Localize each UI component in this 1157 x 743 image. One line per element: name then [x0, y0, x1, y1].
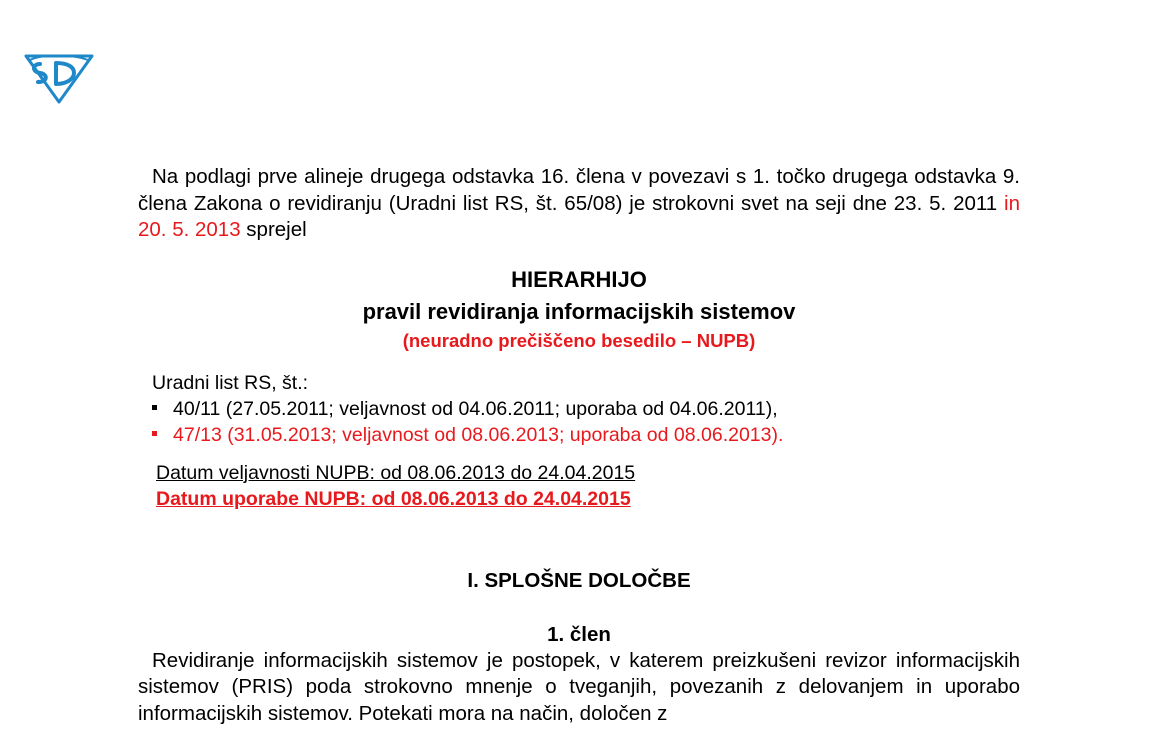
- document-title: HIERARHIJO: [511, 266, 647, 292]
- bullet-square-icon: [152, 405, 157, 410]
- document-note: (neuradno prečiščeno besedilo – NUPB): [402, 329, 756, 351]
- intro-amendment-date: in 20. 5. 2013: [138, 191, 1021, 241]
- article-text: Revidiranje informacijskih sistemov je postopek, v katerem preizkušeni revizor informacijskih sistemov (PRIS) poda strokovno mnenje o tveganjih, povezanih z delovanjem in uporabo informacijskih sistemov. Potekati mora na način, določen z: [138, 648, 1020, 725]
- intro-end: sprejel: [240, 218, 307, 241]
- document-subtitle: pravil revidiranja informacijskih sistemov: [362, 298, 796, 324]
- document-body: [138, 164, 1020, 727]
- intro-text: Na podlagi prve alineje drugega odstavka 16. člena v povezavi s 1. točko drugega odstavka 9. člena Zakona o revidiranju (Uradni list RS, št. 65/08) je strokovni svet na seji dne 23. 5. 2011: [138, 165, 1020, 215]
- organization-logo: [22, 48, 96, 104]
- section-heading: I. SPLOŠNE DOLOČBE: [467, 568, 691, 592]
- intro-paragraph: [138, 164, 1020, 244]
- gazette-item: 40/11 (27.05.2011; veljavnost od 04.06.2011; uporaba od 04.06.2011),: [152, 396, 1020, 422]
- gazette-label: Uradni list RS, št.:: [152, 371, 309, 394]
- use-date: Datum uporabe NUPB: od 08.06.2013 do 24.04.2015: [156, 487, 631, 510]
- gazette-item: 47/13 (31.05.2013; veljavnost od 08.06.2013; uporaba od 08.06.2013).: [152, 422, 1020, 448]
- article-heading: 1. člen: [547, 622, 611, 646]
- gazette-list: [138, 370, 1020, 448]
- bullet-square-icon: [152, 431, 157, 436]
- nupb-dates: [138, 460, 1020, 512]
- validity-date: Datum veljavnosti NUPB: od 08.06.2013 do 24.04.2015: [156, 461, 636, 484]
